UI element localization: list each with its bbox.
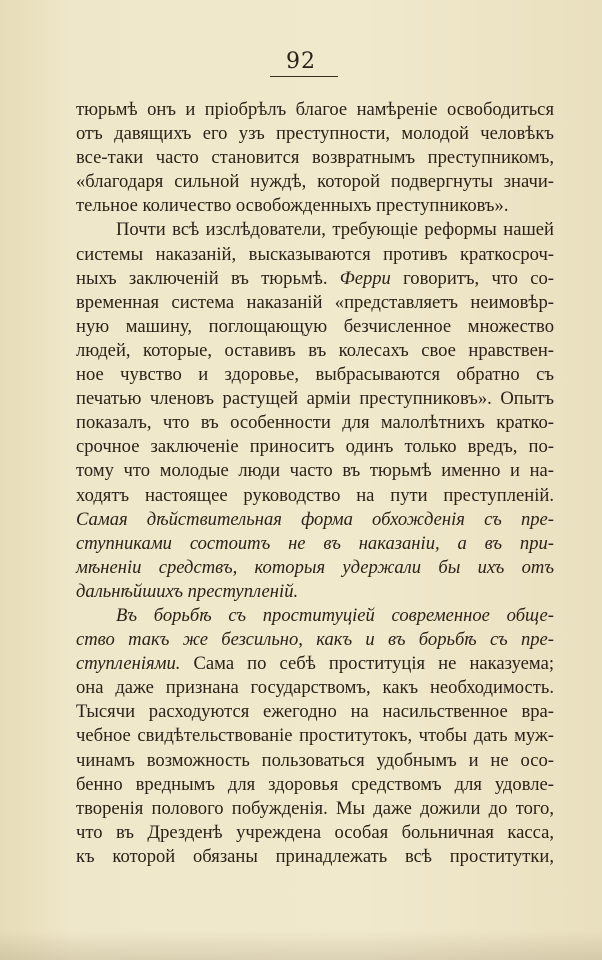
text-line [76,556,554,580]
italic-text: Самая дѣйствительная форма обхожденія съ пре- [76,508,554,530]
text-line [76,604,554,628]
text-line [76,98,554,122]
text-line [76,484,554,508]
line-text: Почти всѣ изслѣдователи, требующіе реформы нашей [116,219,554,241]
line-text: все-таки часто становится возвратнымъ преступникомъ, [76,147,554,169]
line-text: Сама по себѣ проституція не наказуема; [180,653,554,675]
text-line [76,724,554,748]
line-text: Тысячи расходуются ежегодно на насильственное вра- [76,701,554,723]
italic-text: Ферри [339,267,391,289]
line-text: ную машину, поглощающую безчисленное множество [76,315,554,337]
line-text: говоритъ, что со- [390,267,554,289]
line-text: «благодаря сильной нуждѣ, которой подвергнуты значи- [76,171,554,193]
text-line [76,700,554,724]
line-text: тому что молодые люди часто въ тюрьмѣ именно и на- [76,460,554,482]
italic-text: ступленіями. [76,653,181,675]
line-text: ходятъ настоящее руководство на пути преступленій. [76,484,554,506]
line-text: она даже признана государствомъ, какъ необходимость. [76,677,554,699]
italic-text: мѣненіи средствъ, которыя удержали бы ихъ отъ [76,556,554,578]
italic-text: дальнѣйшихъ преступленій. [76,580,299,602]
text-line [76,339,554,363]
text-line [76,459,554,483]
text-line [76,676,554,700]
line-text: что въ Дрезденѣ учреждена особая больничная касса, [76,821,554,843]
line-text: показалъ, что въ особенности для малолѣтнихъ кратко- [76,412,554,434]
text-line [76,363,554,387]
text-line [76,773,554,797]
body-text [76,98,554,869]
text-line [76,267,554,291]
text-line [76,291,554,315]
text-line [76,243,554,267]
line-text: отъ давящихъ его узъ преступности, молодой человѣкъ [76,123,554,145]
text-line [76,797,554,821]
text-line [76,749,554,773]
text-line [76,122,554,146]
text-line [76,628,554,652]
line-text: тюрьмѣ онъ и пріобрѣлъ благое намѣреніе освободиться [76,99,554,120]
text-line [76,146,554,170]
line-text: къ которой обязаны принадлежать всѣ проститутки, [76,845,554,867]
text-line [76,411,554,435]
line-text: срочное заключеніе приноситъ одинъ только вредъ, по- [76,436,554,458]
text-line [76,508,554,532]
text-line [76,652,554,676]
line-text: печатью членовъ растущей арміи преступниковъ». Опытъ [76,388,554,410]
text-line [76,315,554,339]
line-text: ное чувство и здоровье, выбрасываются обратно съ [76,364,554,386]
page-shadow [0,930,602,960]
text-line [76,170,554,194]
italic-text: ство такъ же безсильно, какъ и въ борьбѣ съ пре- [76,629,554,651]
text-line [76,194,554,218]
line-text: творенія полового побужденія. Мы даже дожили до того, [76,797,554,819]
line-text: системы наказаній, высказываются противъ краткосроч- [76,243,554,265]
line-text: ныхъ заключеній въ тюрьмѣ. [76,267,340,289]
italic-text: ступниками состоитъ не въ наказаніи, а въ при- [76,532,554,554]
text-line [76,435,554,459]
line-text: временная система наказаній «представляетъ неимовѣр- [76,291,554,313]
line-text: людей, которые, оставивъ въ колесахъ свое нравствен- [76,339,554,361]
text-line [76,387,554,411]
italic-text: Въ борьбѣ съ проституціей современное обще- [116,604,554,626]
line-text: чебное свидѣтельствованіе проститутокъ, чтобы дать муж- [76,725,554,747]
text-line [76,821,554,845]
line-text: тельное количество освобожденныхъ преступниковъ». [76,195,509,217]
line-text: чинамъ возможность пользоваться удобнымъ и не осо- [76,749,554,771]
text-line [76,580,554,604]
line-text: бенно вреднымъ для здоровья средствомъ для удовле- [76,773,554,795]
page-number: 92 [286,49,316,74]
text-line [76,532,554,556]
text-line [76,218,554,242]
text-line [76,845,554,869]
header-rule [270,76,338,77]
